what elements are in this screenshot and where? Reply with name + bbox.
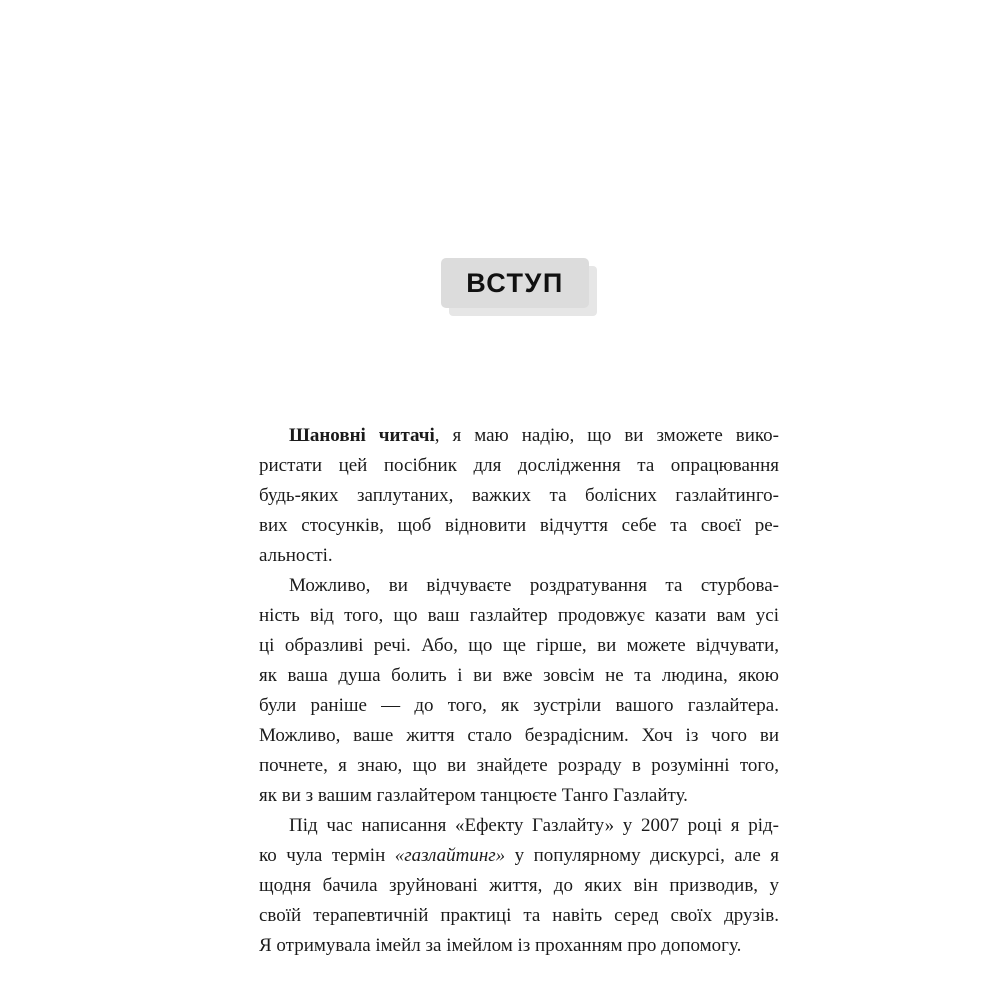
paragraph-3-line-2-after: у популярному дискурсі, але я [505,845,780,866]
paragraph-1-line-1 [259,421,779,451]
term-italic: «газлайтинг» [394,845,506,866]
chapter-heading [441,258,589,308]
paragraph-3-line-2 [259,841,779,871]
paragraph-2-line-6: Можливо, ваше життя стало безрадісним. Хоч із чого ви [259,725,779,746]
paragraph-1-line-2: ристати цей посібник для дослідження та опрацювання [259,455,779,476]
paragraph-2-line-5: були раніше — до того, як зустріли вашого газлайтера. [259,695,779,716]
paragraph-2-line-4: як ваша душа болить і ви вже зовсім не та людина, якою [259,665,779,686]
paragraph-1-line-1-rest: , я маю надію, що ви зможете вико- [434,425,779,446]
paragraph-3-line-4: своїй терапевтичній практиці та навіть серед своїх друзів. [259,905,779,926]
paragraph-2-line-3: ці образливі речі. Або, що ще гірше, ви можете відчувати, [259,635,779,656]
paragraph-3-line-3: щодня бачила зруйновані життя, до яких він призводив, у [259,875,779,896]
paragraph-2-line-1: Можливо, ви відчуваєте роздратування та стурбова- [289,575,779,596]
chapter-title: ВСТУП [466,267,564,298]
paragraph-3-line-1: Під час написання «Ефекту Газлайту» у 2007 році я рід- [289,815,779,836]
paragraph-3-line-5: Я отримувала імейл за імейлом із проханням про допомогу. [259,935,742,956]
paragraph-2-line-8: як ви з вашим газлайтером танцюєте Танго Газлайту. [259,785,688,806]
body-text [259,421,779,961]
paragraph-2-line-7: почнете, я знаю, що ви знайдете розраду в розумінні того, [259,755,779,776]
paragraph-3-line-2-before: ко чула термін [259,845,395,866]
paragraph-2-line-2: ність від того, що ваш газлайтер продовжує казати вам усі [259,605,779,626]
paragraph-1-line-3: будь-яких заплутаних, важких та болісних газлайтинго- [259,485,779,506]
heading-box [441,258,589,308]
paragraph-1-line-4: вих стосунків, щоб відновити відчуття себе та своєї ре- [259,515,779,536]
greeting-bold: Шановні читачі [289,425,435,446]
paragraph-1-line-5: альності. [259,545,333,566]
